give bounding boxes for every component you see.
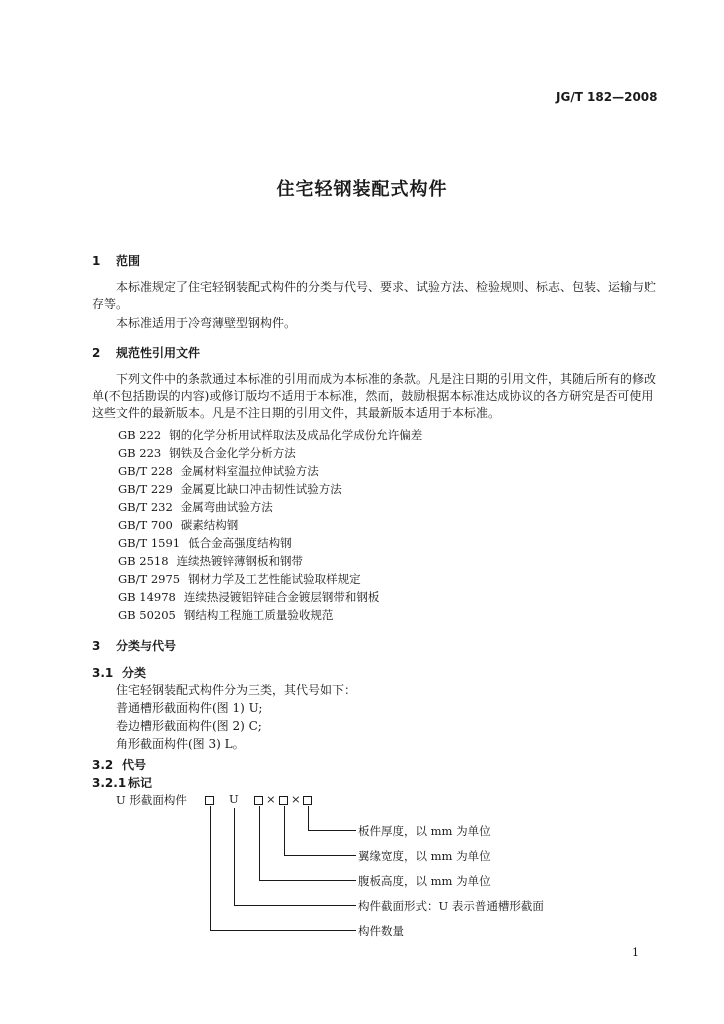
leader-line bbox=[234, 905, 356, 906]
section-number: 3.1 bbox=[92, 666, 114, 680]
diagram-label: 构件截面形式：U 表示普通槽形截面 bbox=[358, 899, 544, 913]
reference-code: GB/T 1591 bbox=[118, 536, 181, 550]
leader-line bbox=[210, 930, 356, 931]
thickness-box bbox=[303, 796, 312, 805]
references-intro: 下列文件中的条款通过本标准的引用而成为本标准的条款。凡是注日期的引用文件，其随后所有的修改单(不包括勘误的内容)或修订版均不适用于本标准，然而，鼓励根据本标准达成协议的各方研究是否可使用这些文件的最新版本。凡是不注日期的引用文件，其最新版本适用于本标准。 bbox=[92, 372, 657, 420]
reference-title: 低合金高强度结构钢 bbox=[188, 536, 292, 550]
reference-title: 碳素结构钢 bbox=[180, 518, 239, 532]
section-3-1-heading bbox=[92, 664, 146, 681]
times-sign: × bbox=[266, 792, 276, 806]
reference-code: GB/T 232 bbox=[118, 500, 173, 514]
reference-item bbox=[118, 571, 361, 587]
quantity-box bbox=[205, 796, 214, 805]
leader-line bbox=[259, 806, 260, 880]
diagram-label: 板件厚度，以 mm 为单位 bbox=[358, 824, 491, 838]
reference-code: GB 14978 bbox=[118, 590, 176, 604]
reference-title: 连续热镀锌薄钢板和钢带 bbox=[176, 554, 304, 568]
reference-code: GB/T 2975 bbox=[118, 572, 181, 586]
reference-code: GB 2518 bbox=[118, 554, 169, 568]
reference-item bbox=[118, 445, 296, 461]
reference-title: 连续热浸镀铝锌硅合金镀层钢带和钢板 bbox=[183, 590, 380, 604]
leader-line bbox=[284, 806, 285, 855]
reference-title: 钢结构工程施工质量验收规范 bbox=[183, 608, 334, 622]
reference-item bbox=[118, 607, 333, 623]
reference-code: GB 222 bbox=[118, 428, 162, 442]
reference-item bbox=[118, 427, 422, 443]
reference-title: 金属弯曲试验方法 bbox=[180, 500, 273, 514]
classification-line: 普通槽形截面构件(图 1) U; bbox=[116, 701, 263, 715]
reference-title: 钢材力学及工艺性能试验取样规定 bbox=[188, 572, 361, 586]
reference-item bbox=[118, 517, 238, 533]
reference-item bbox=[118, 553, 303, 569]
section-number: 3.2.1 bbox=[92, 776, 127, 790]
reference-code: GB 223 bbox=[118, 446, 162, 460]
leader-line bbox=[308, 806, 309, 830]
reference-code: GB/T 229 bbox=[118, 482, 173, 496]
leader-line bbox=[284, 855, 356, 856]
reference-code: GB 50205 bbox=[118, 608, 176, 622]
standard-code: JG/T 182—2008 bbox=[556, 90, 658, 104]
web-height-box bbox=[254, 796, 263, 805]
diagram-label: 腹板高度，以 mm 为单位 bbox=[358, 874, 491, 888]
reference-title: 钢铁及合金化学分析方法 bbox=[169, 446, 296, 460]
classification-line: 角形截面构件(图 3) L。 bbox=[116, 737, 245, 751]
leader-line bbox=[234, 808, 235, 905]
section-title: 范围 bbox=[116, 254, 141, 268]
leader-line bbox=[259, 880, 356, 881]
diagram-label: 构件数量 bbox=[358, 924, 404, 938]
section-number: 1 bbox=[92, 254, 101, 268]
reference-title: 金属夏比缺口冲击韧性试验方法 bbox=[180, 482, 342, 496]
diagram-prefix: U 形截面构件 bbox=[116, 793, 187, 807]
classification-line: 住宅轻钢装配式构件分为三类，其代号如下： bbox=[116, 683, 357, 697]
reference-item bbox=[118, 481, 342, 497]
reference-title: 钢的化学分析用试样取法及成品化学成份允许偏差 bbox=[169, 428, 423, 442]
section-number: 2 bbox=[92, 346, 101, 360]
reference-item bbox=[118, 589, 379, 605]
scope-paragraph-2: 本标准适用于冷弯薄壁型钢构件。 bbox=[116, 316, 297, 330]
reference-code: GB/T 700 bbox=[118, 518, 173, 532]
reference-title: 金属材料室温拉伸试验方法 bbox=[180, 464, 319, 478]
reference-item bbox=[118, 463, 319, 479]
reference-item bbox=[118, 499, 273, 515]
section-3-2-1-heading bbox=[92, 774, 152, 791]
section-title: 标记 bbox=[128, 776, 153, 790]
section-form-letter: U bbox=[229, 792, 239, 806]
section-title: 分类与代号 bbox=[116, 639, 177, 653]
times-sign: × bbox=[291, 792, 301, 806]
flange-width-box bbox=[279, 796, 288, 805]
classification-line: 卷边槽形截面构件(图 2) C; bbox=[116, 719, 262, 733]
section-number: 3 bbox=[92, 639, 101, 653]
scope-paragraph-1: 本标准规定了住宅轻钢装配式构件的分类与代号、要求、试验方法、检验规则、标志、包装、运输与贮存等。 bbox=[92, 280, 657, 311]
section-number: 3.2 bbox=[92, 758, 114, 772]
section-3-heading bbox=[92, 637, 176, 654]
section-title: 代号 bbox=[122, 758, 147, 772]
page-number: 1 bbox=[632, 946, 639, 959]
section-title: 分类 bbox=[122, 666, 147, 680]
reference-item bbox=[118, 535, 292, 551]
reference-code: GB/T 228 bbox=[118, 464, 173, 478]
section-3-2-heading bbox=[92, 756, 146, 773]
section-title: 规范性引用文件 bbox=[116, 346, 201, 360]
section-1-heading bbox=[92, 252, 140, 269]
diagram-label: 翼缘宽度，以 mm 为单位 bbox=[358, 849, 491, 863]
leader-line bbox=[308, 830, 356, 831]
leader-line bbox=[210, 806, 211, 930]
section-2-heading bbox=[92, 344, 200, 361]
page-title: 住宅轻钢装配式构件 bbox=[276, 179, 448, 200]
